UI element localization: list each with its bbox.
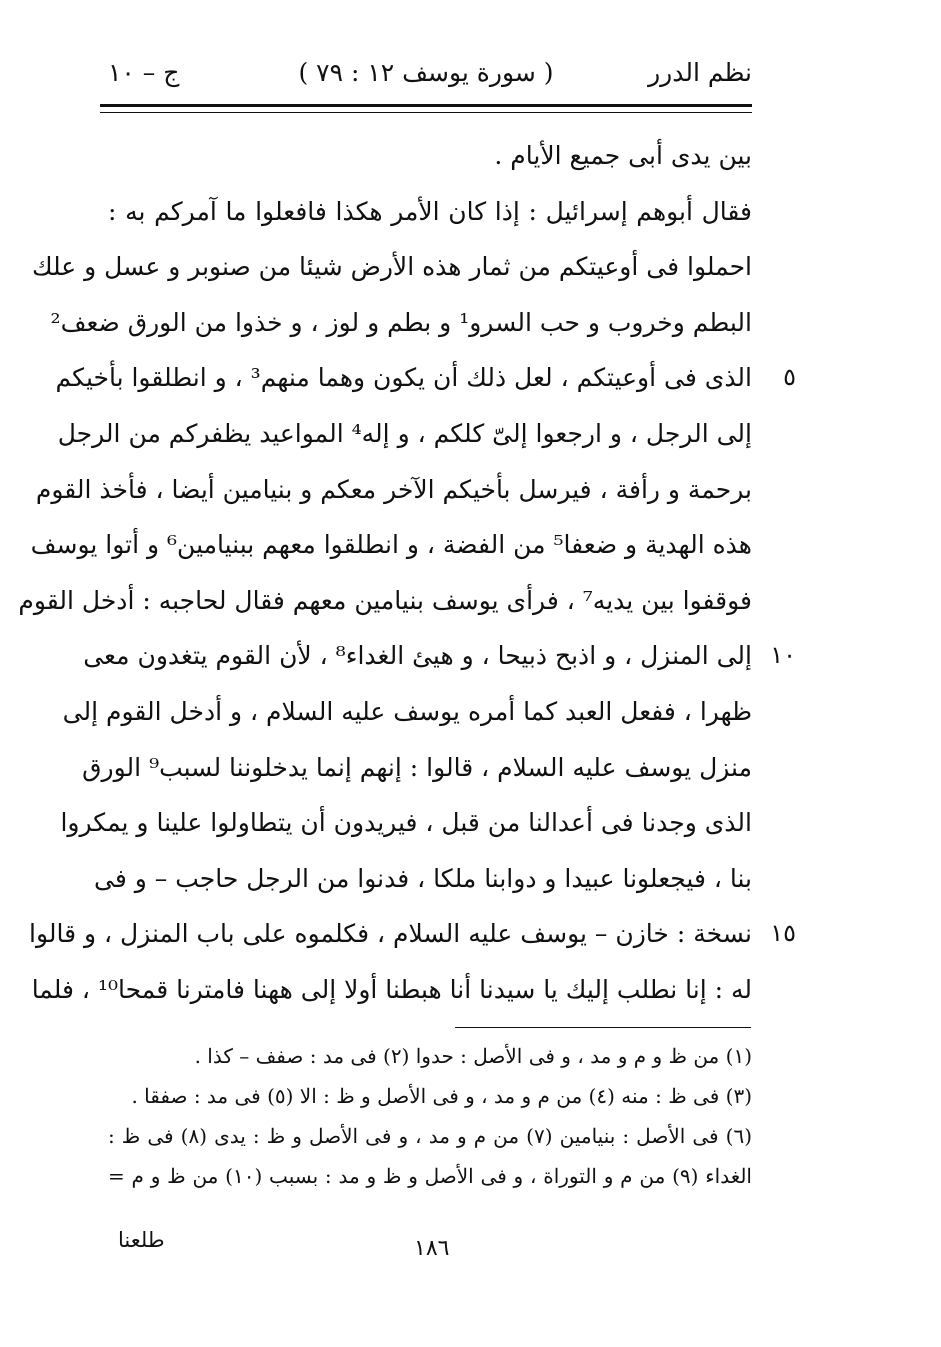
footnote-line: (١) من ظ و م و مد ، و فى الأصل : حدوا (٢) فى مد : صفف – كذا . [194, 1044, 752, 1068]
text-line [18, 573, 752, 629]
text-line [94, 851, 752, 907]
footnotes [108, 1036, 752, 1196]
page-number: ١٨٦ [414, 1236, 450, 1261]
text-line [83, 628, 796, 684]
text-line [108, 184, 752, 240]
footnote-line: الغداء (٩) من م و التوراة ، و فى الأصل و ظ و مد : بسبب (١٠) من ظ و م = [108, 1164, 752, 1188]
line-text: منزل يوسف عليه السلام ، قالوا : إنهم إنما يدخلوننا لسبب⁹ الورق [82, 752, 752, 782]
line-text: احملوا فى أوعيتكم من ثمار هذه الأرض شيئا من صنوبر و عسل و علك [31, 252, 752, 282]
footnote-line: (٣) فى ظ : منه (٤) من م و مد ، و فى الأصل و ظ : الا (٥) فى مد : صفقا . [131, 1084, 752, 1108]
running-header [100, 54, 752, 98]
text-line [31, 962, 752, 1018]
surah-reference: ( سورة يوسف ١٢ : ٧٩ ) [298, 58, 554, 87]
line-text: هذه الهدية و ضعفا⁵ من الفضة ، و انطلقوا معهم ببنيامين⁶ و أتوا يوسف [30, 530, 752, 560]
line-text: فوقفوا بين يديه⁷ ، فرأى يوسف بنيامين معهم فقال لحاجبه : أدخل القوم [18, 585, 752, 615]
text-line [82, 740, 752, 796]
catchword: طلعنا [118, 1228, 165, 1252]
text-line [31, 239, 752, 295]
text-line [108, 128, 752, 184]
line-text: برحمة و رأفة ، فيرسل بأخيكم الآخر معكم و بنيامين أيضا ، فأخذ القوم [35, 474, 752, 504]
text-line [29, 906, 796, 962]
running-title: نظم الدرر [648, 58, 752, 87]
line-text: إلى الرجل ، و ارجعوا إلىّ كلكم ، و إله⁴ المواعيد يظفركم من الرجل [57, 418, 752, 448]
text-line [30, 517, 752, 573]
text-line [35, 462, 752, 518]
line-number: ١٥ [770, 919, 796, 948]
line-number: ٥ [783, 363, 796, 392]
text-line [55, 350, 796, 406]
text-line [60, 795, 752, 851]
line-text: فقال أبوهم إسرائيل : إذا كان الأمر هكذا فافعلوا ما آمركم به : [108, 196, 752, 226]
text-line [57, 406, 752, 462]
line-text: الذى وجدنا فى أعدالنا من قبل ، فيريدون أن يتطاولوا علينا و يمكروا [60, 808, 752, 838]
line-text: البطم وخروب و حب السرو¹ و بطم و لوز ، و خذوا من الورق ضعف² [50, 307, 752, 337]
footnote-line: (٦) فى الأصل : بنيامين (٧) من م و مد ، و فى الأصل و ظ : يدى (٨) فى ظ : [108, 1124, 753, 1148]
line-number: ١٠ [770, 641, 796, 670]
line-text: بنا ، فيجعلونا عبيدا و دوابنا ملكا ، فدنوا من الرجل حاجب – و فى [94, 863, 752, 893]
main-text [18, 128, 796, 1018]
line-text: الذى فى أوعيتكم ، لعل ذلك أن يكون وهما منهم³ ، و انطلقوا بأخيكم [55, 363, 752, 393]
footnote-rule [455, 1027, 751, 1028]
volume-label: ج – ١٠ [108, 58, 180, 87]
line-text: إلى المنزل ، و اذبح ذبيحا ، و هيئ الغداء⁸ ، لأن القوم يتغدون معى [83, 641, 752, 671]
text-line [62, 684, 752, 740]
header-rule-thin [100, 112, 752, 113]
line-text: نسخة : خازن – يوسف عليه السلام ، فكلموه على باب المنزل ، و قالوا [29, 919, 752, 949]
line-text: ظهرا ، ففعل العبد كما أمره يوسف عليه السلام ، و أدخل القوم إلى [62, 696, 752, 726]
line-text: له : إنا نطلب إليك يا سيدنا أنا هبطنا أولا إلى ههنا فامترنا قمحا¹⁰ ، فلما [31, 974, 752, 1004]
line-text: بين يدى أبى جميع الأيام . [494, 141, 752, 170]
header-rule [100, 104, 752, 107]
text-line [50, 295, 752, 351]
